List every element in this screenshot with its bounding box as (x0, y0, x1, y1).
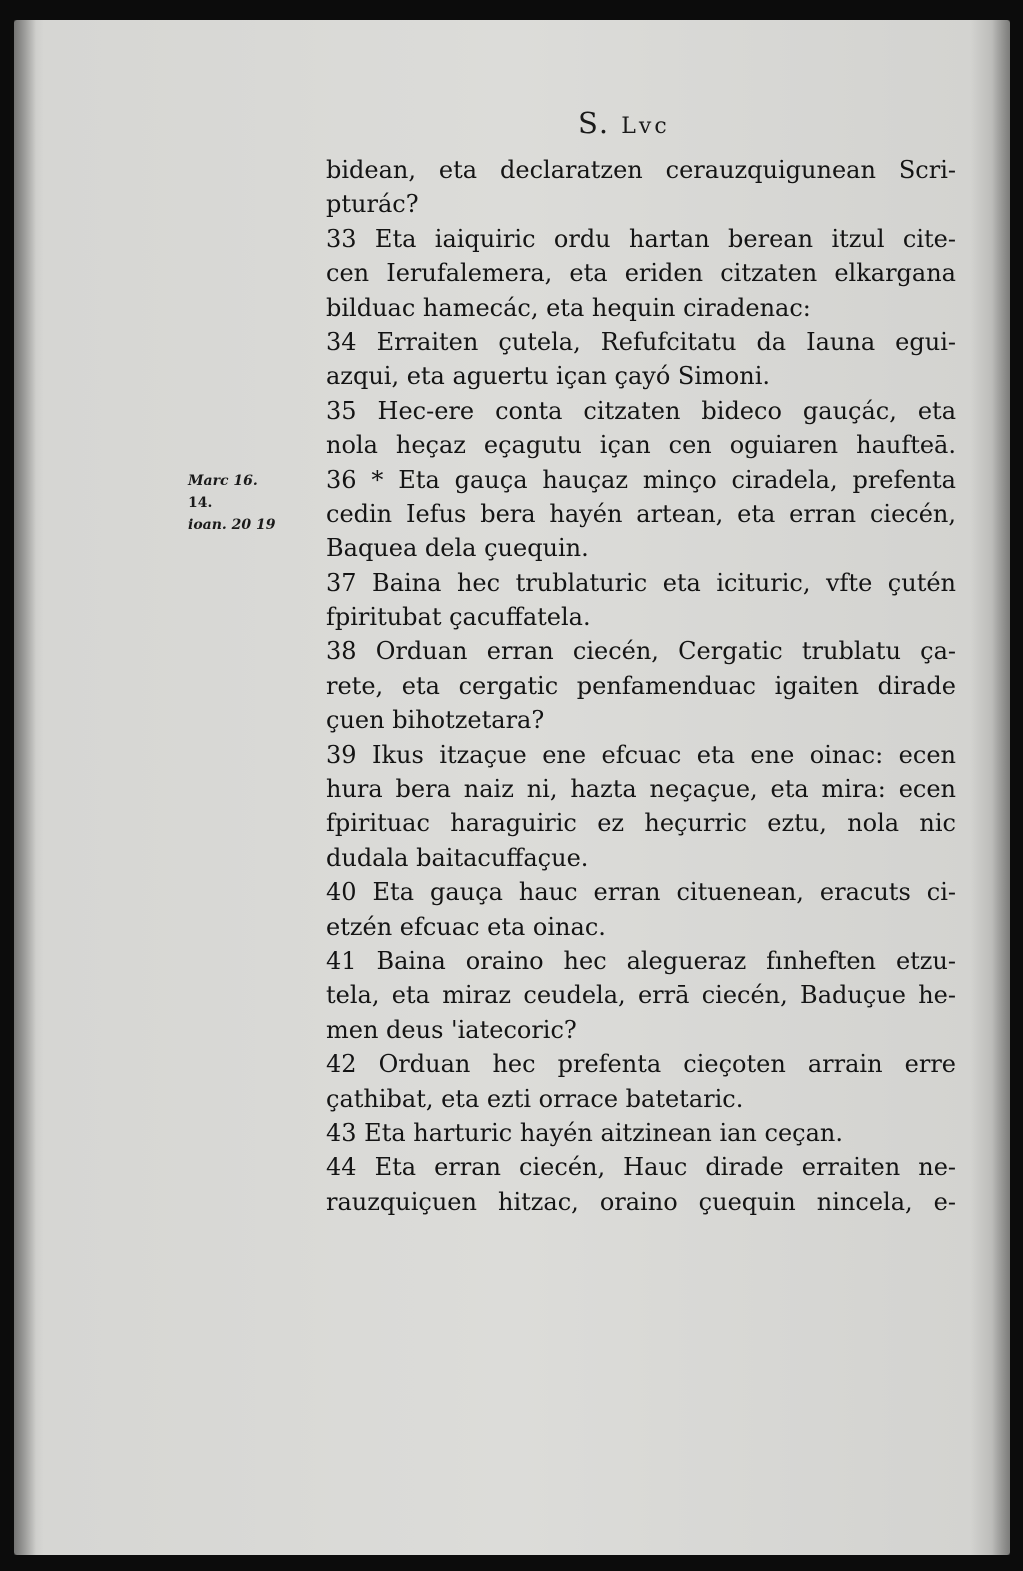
text-line: nola heçaz eçagutu içan cen oguiaren haufteā. (326, 431, 956, 460)
text-line: 41 Baina oraino hec alegueraz fınheften etzu- (326, 946, 956, 975)
text-line: 39 Ikus itzaçue ene efcuac eta ene oinac: ecen (326, 740, 956, 769)
page-edge-shadow (992, 20, 1010, 1555)
body-text (326, 153, 956, 1219)
text-line: rauzquiçuen hitzac, oraino çuequin nincela, e- (326, 1187, 956, 1216)
text-line: bilduac hamecác, eta hequin ciradenac: (326, 293, 811, 322)
running-head-prefix: S. (578, 106, 611, 140)
margin-reference-marc: Marc 16. (188, 473, 258, 489)
text-line: pturác? (326, 190, 419, 219)
text-line: 36 * Eta gauça hauçaz minço ciradela, prefenta (326, 465, 956, 494)
text-line: bidean, eta declaratzen cerauzquigunean Scri- (326, 156, 956, 184)
text-line: 34 Erraiten çutela, Refufcitatu da Iauna egui- (326, 327, 956, 356)
text-line: hura bera naiz ni, hazta neçaçue, eta mira: ecen (326, 775, 956, 804)
text-line: fpirituac haraguiric ez heçurric eztu, nola nic (326, 809, 956, 838)
text-line: cen Ierufalemera, eta eriden citzaten elkargana (326, 259, 956, 288)
text-line: dudala baitacuffaçue. (326, 843, 589, 872)
running-head-book: Lvc (621, 114, 670, 139)
text-line: tela, eta miraz ceudela, errā ciecén, Baduçue he- (326, 981, 956, 1010)
text-line: 43 Eta harturic hayén aitzinean ian ceçan. (326, 1118, 843, 1147)
text-line: 42 Orduan hec prefenta cieçoten arrain erre (326, 1050, 956, 1079)
text-line: 37 Baina hec trublaturic eta icituric, vfte çutén (326, 568, 956, 597)
margin-references (188, 470, 276, 536)
running-head (578, 106, 670, 140)
margin-reference-verse: 14. (188, 495, 213, 511)
text-line: Baquea dela çuequin. (326, 534, 589, 563)
text-line: 35 Hec-ere conta citzaten bideco gauçác, eta (326, 396, 956, 425)
text-line: etzén efcuac eta oinac. (326, 912, 606, 941)
text-line: çathibat, eta ezti orrace batetaric. (326, 1084, 744, 1113)
text-line: 44 Eta erran ciecén, Hauc dirade erraiten ne- (326, 1153, 956, 1182)
text-line: cedin Iefus bera hayén artean, eta erran ciecén, (326, 499, 956, 528)
text-line: rete, eta cergatic penfamenduac igaiten dirade (326, 671, 956, 700)
text-line: çuen bihotzetara? (326, 706, 545, 735)
margin-reference-ioan: ioan. 20 19 (188, 517, 276, 533)
spine-shadow (14, 20, 36, 1555)
text-line: men deus 'iatecoric? (326, 1015, 577, 1044)
text-line: 33 Eta iaiquiric ordu hartan berean itzul cite- (326, 224, 956, 253)
text-line: azqui, eta aguertu içan çayó Simoni. (326, 362, 771, 391)
text-line: 38 Orduan erran ciecén, Cergatic trublatu ça- (326, 637, 956, 666)
text-line: fpiritubat çacuffatela. (326, 603, 591, 632)
text-line: 40 Eta gauça hauc erran cituenean, eracuts ci- (326, 878, 956, 907)
